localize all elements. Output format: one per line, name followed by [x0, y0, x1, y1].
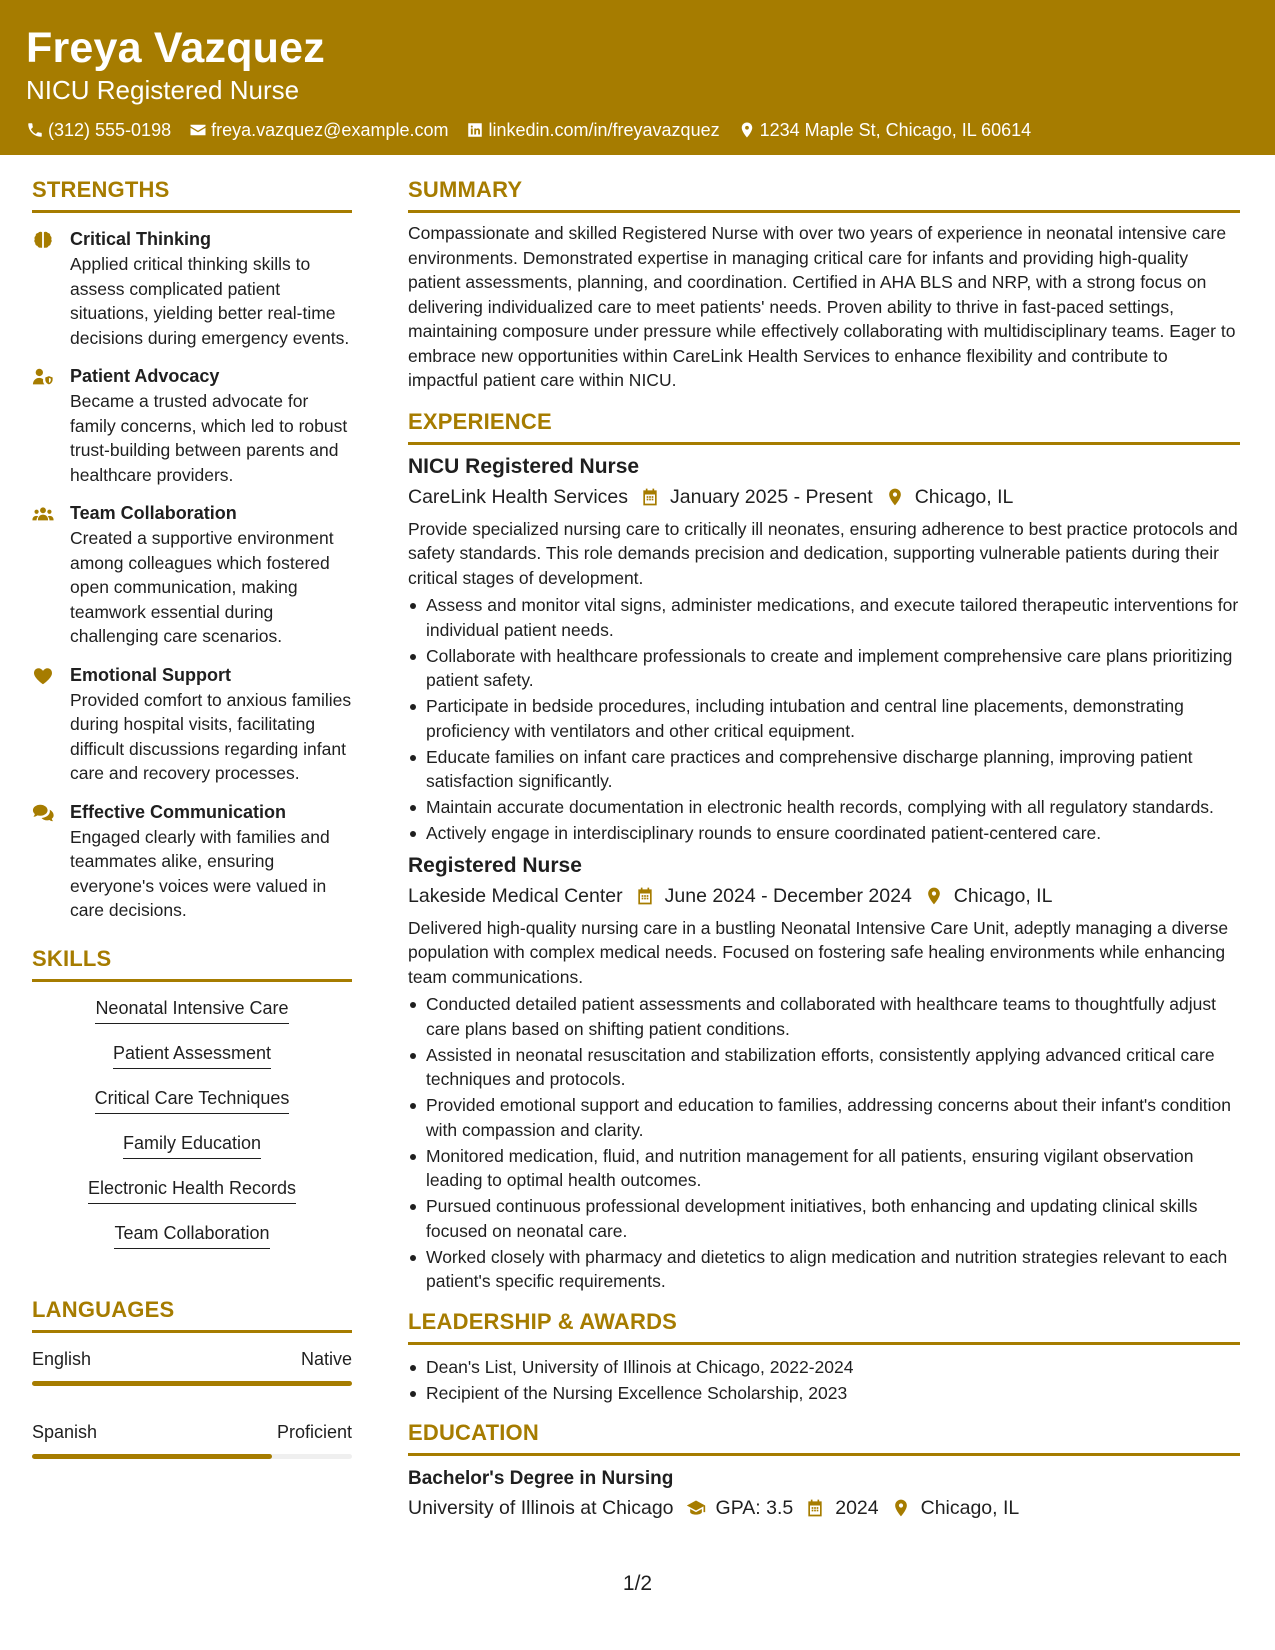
- email-text: freya.vazquez@example.com: [211, 120, 449, 140]
- strength-item: [32, 663, 352, 786]
- strength-title: Patient Advocacy: [70, 366, 220, 386]
- strength-item: [32, 227, 352, 350]
- contact-email[interactable]: [189, 118, 448, 142]
- bullet-item: Collaborate with healthcare professionals to create and implement comprehensive care plans prioritizing patient safety.: [408, 644, 1240, 693]
- phone-text: (312) 555-0198: [48, 120, 172, 140]
- job-location: Chicago, IL: [914, 485, 1014, 508]
- skill-item: Electronic Health Records: [88, 1176, 296, 1204]
- left-column: [32, 176, 352, 1493]
- language-level: Proficient: [276, 1421, 352, 1442]
- graduation-cap-icon: [686, 1498, 706, 1518]
- strength-title: Team Collaboration: [70, 503, 237, 523]
- job-company: CareLink Health Services: [408, 485, 629, 508]
- right-column: [408, 176, 1240, 1528]
- leadership-list: [408, 1355, 1240, 1406]
- job-title: NICU Registered Nurse: [408, 454, 640, 478]
- strength-title: Effective Communication: [70, 801, 287, 822]
- language-item: [32, 1420, 352, 1459]
- bullet-item: Conducted detailed patient assessments and collaborated with healthcare teams to thoughtfully adjust care plans based on shifting patient conditions.: [408, 992, 1240, 1041]
- strength-desc: Engaged clearly with families and teammates alike, ensuring everyone's voices were valued in care decisions.: [70, 826, 330, 920]
- candidate-title: NICU Registered Nurse: [26, 75, 300, 105]
- candidate-name: Freya Vazquez: [26, 24, 325, 72]
- job-dates: June 2024 - December 2024: [664, 884, 912, 907]
- linkedin-text: linkedin.com/in/freyavazquez: [488, 120, 720, 140]
- education-heading: EDUCATION: [408, 1419, 1240, 1456]
- users-icon: [32, 503, 54, 525]
- skill-item: Family Education: [123, 1131, 261, 1159]
- job-location: Chicago, IL: [953, 884, 1053, 907]
- summary-text: Compassionate and skilled Registered Nurse with over two years of experience in neonatal intensive care environments. Demonstrated expertise in managing critical care for infants and providing high-quality patient assessments, planning, and coordination. Certified in AHA BLS and NRP, with a strong focus on delivering individualized care to meet patients' needs. Proven ability to thrive in fast-paced settings, maintaining composure under pressure while effectively collaborating with multidisciplinary teams. Eager to embrace new opportunities within CareLink Health Services to enhance flexibility and contribute to impactful patient care within NICU.: [408, 223, 1236, 390]
- language-level: Native: [300, 1348, 352, 1369]
- summary-heading: SUMMARY: [408, 176, 1240, 213]
- job-dates: January 2025 - Present: [670, 485, 873, 508]
- strength-desc: Created a supportive environment among colleagues which fostered open communication, making teamwork essential during challenging care scenarios.: [70, 528, 334, 646]
- award-item: Recipient of the Nursing Excellence Scholarship, 2023: [408, 1381, 1240, 1406]
- language-bar-fill: [32, 1454, 272, 1459]
- bullet-item: Pursued continuous professional development initiatives, both enhancing and updating clinical skills focused on neonatal care.: [408, 1194, 1240, 1243]
- language-name: English: [32, 1348, 92, 1369]
- award-item: Dean's List, University of Illinois at Chicago, 2022-2024: [408, 1355, 1240, 1380]
- strength-title: Critical Thinking: [70, 229, 212, 249]
- language-item: [32, 1347, 352, 1386]
- brain-icon: [32, 229, 54, 251]
- job-description: Provide specialized nursing care to critically ill neonates, ensuring adherence to best practice protocols and safety standards. This role demands precision and dedication, supporting vulnerable patients during their critical stages of development.: [408, 518, 1238, 588]
- language-bar-fill: [32, 1381, 352, 1386]
- education-degree: Bachelor's Degree in Nursing: [408, 1468, 674, 1489]
- education-school: University of Illinois at Chicago: [408, 1497, 674, 1519]
- strengths-heading: STRENGTHS: [32, 176, 352, 213]
- map-marker-icon: [924, 886, 944, 906]
- skill-item: Patient Assessment: [113, 1041, 271, 1069]
- calendar-icon: [805, 1498, 825, 1518]
- job-entry: [408, 453, 1240, 846]
- contact-bar: [26, 118, 1249, 142]
- address-text: 1234 Maple St, Chicago, IL 60614: [759, 120, 1032, 140]
- education-meta: [408, 1494, 1240, 1522]
- job-bullets: [408, 992, 1240, 1294]
- bullet-item: Actively engage in interdisciplinary rounds to ensure coordinated patient-centered care.: [408, 821, 1240, 846]
- languages-heading: LANGUAGES: [32, 1296, 352, 1333]
- education-location: Chicago, IL: [920, 1497, 1020, 1519]
- education-gpa: GPA: 3.5: [715, 1497, 794, 1519]
- education-year: 2024: [835, 1497, 879, 1519]
- comments-icon: [32, 802, 54, 824]
- contact-address: [738, 118, 1032, 142]
- bullet-item: Provided emotional support and education to families, addressing concerns about their infant's condition with compassion and clarity.: [408, 1093, 1240, 1142]
- page-number: 1/2: [622, 1572, 653, 1595]
- skills-heading: SKILLS: [32, 945, 352, 982]
- bullet-item: Maintain accurate documentation in electronic health records, complying with all regulatory standards.: [408, 795, 1240, 820]
- linkedin-icon: [466, 121, 484, 139]
- bullet-item: Educate families on infant care practices and comprehensive discharge planning, improving patient satisfaction significantly.: [408, 745, 1240, 794]
- language-name: Spanish: [32, 1421, 98, 1442]
- strength-item: [32, 364, 352, 487]
- languages-list: [32, 1347, 352, 1459]
- heart-icon: [32, 665, 54, 687]
- resume-header: [0, 0, 1275, 155]
- job-meta: [408, 882, 1240, 910]
- job-entry: [408, 852, 1240, 1294]
- job-description: Delivered high-quality nursing care in a bustling Neonatal Intensive Care Unit, adeptly managing a diverse population with complex medical needs. Focused on fostering safe healing environments while enhancing team communications.: [408, 917, 1229, 987]
- calendar-icon: [635, 886, 655, 906]
- user-shield-icon: [32, 366, 54, 388]
- skill-item: Neonatal Intensive Care: [95, 996, 288, 1024]
- education-entry: [408, 1466, 1240, 1522]
- envelope-icon: [189, 121, 207, 139]
- job-company: Lakeside Medical Center: [408, 884, 623, 907]
- calendar-icon: [640, 487, 660, 507]
- language-bar: [32, 1381, 352, 1386]
- language-bar: [32, 1454, 352, 1459]
- strengths-list: [32, 227, 352, 923]
- phone-icon: [26, 121, 44, 139]
- contact-phone[interactable]: [26, 118, 171, 142]
- strength-item: [32, 501, 352, 649]
- bullet-item: Participate in bedside procedures, including intubation and central line placements, demonstrating proficiency with ventilators and other critical equipment.: [408, 694, 1240, 743]
- job-bullets: [408, 593, 1240, 846]
- leadership-heading: LEADERSHIP & AWARDS: [408, 1308, 1240, 1345]
- strength-desc: Applied critical thinking skills to assess complicated patient situations, yielding better real-time decisions during emergency events.: [70, 254, 350, 348]
- skill-item: Critical Care Techniques: [95, 1086, 290, 1114]
- strength-item: [32, 800, 352, 923]
- bullet-item: Monitored medication, fluid, and nutrition management for all patients, ensuring vigilant observation leading to optimal health outcomes.: [408, 1144, 1240, 1193]
- job-meta: [408, 483, 1240, 511]
- bullet-item: Worked closely with pharmacy and dietetics to align medication and nutrition strategies relevant to each patient's specific requirements.: [408, 1245, 1240, 1294]
- map-marker-icon: [738, 121, 756, 139]
- map-marker-icon: [885, 487, 905, 507]
- contact-linkedin[interactable]: [466, 118, 719, 142]
- experience-heading: EXPERIENCE: [408, 408, 1240, 445]
- bullet-item: Assess and monitor vital signs, administer medications, and execute tailored therapeutic interventions for individual patient needs.: [408, 593, 1240, 642]
- strength-desc: Provided comfort to anxious families during hospital visits, facilitating difficult discussions regarding infant care and recovery processes.: [70, 689, 352, 783]
- strength-desc: Became a trusted advocate for family concerns, which led to robust trust-building between parents and healthcare providers.: [70, 391, 348, 485]
- map-marker-icon: [891, 1498, 911, 1518]
- skills-list: [32, 992, 352, 1266]
- bullet-item: Assisted in neonatal resuscitation and stabilization efforts, consistently applying advanced critical care techniques and protocols.: [408, 1043, 1240, 1092]
- strength-title: Emotional Support: [70, 664, 231, 685]
- job-title: Registered Nurse: [408, 853, 582, 877]
- skill-item: Team Collaboration: [114, 1221, 269, 1249]
